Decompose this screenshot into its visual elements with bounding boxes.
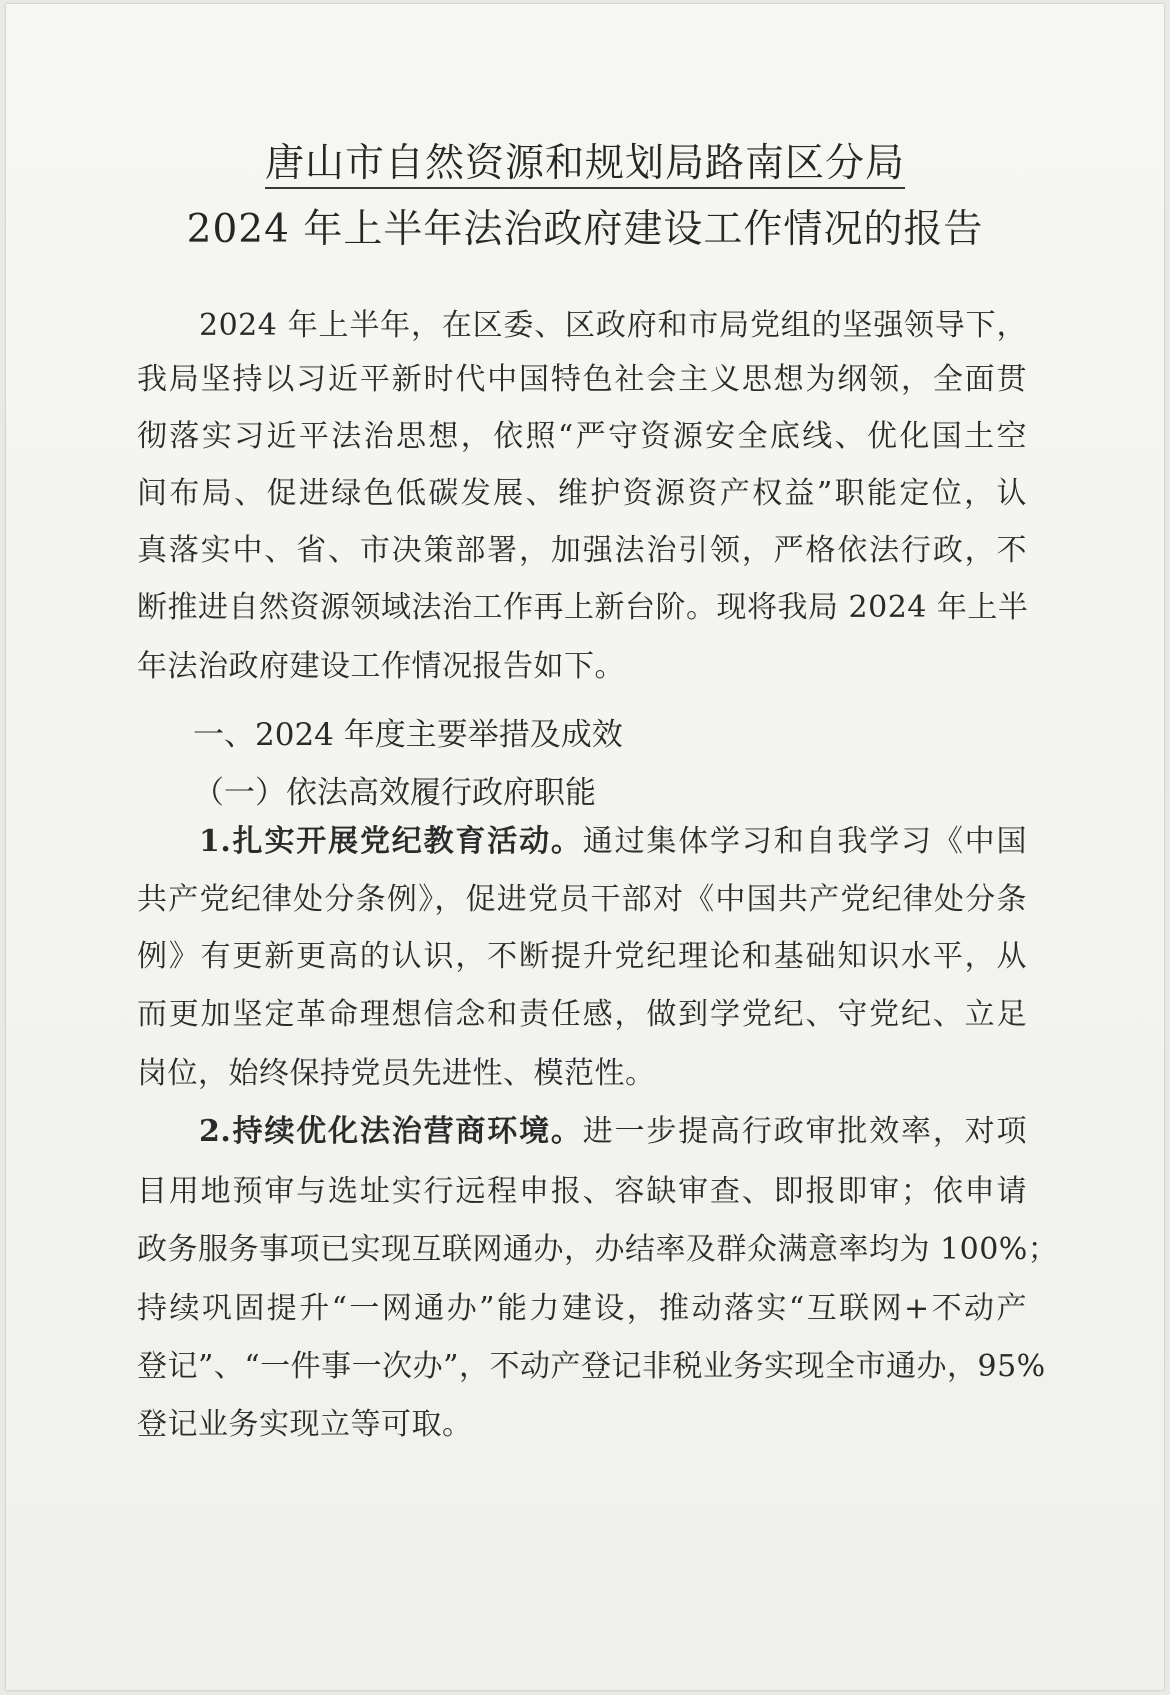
item-2-title: 2.持续优化法治营商环境。 — [199, 1114, 583, 1149]
item-2-line: 政务服务事项已实现互联网通办，办结率及群众满意率均为 100%； — [137, 1232, 1059, 1267]
item-2-line: 持续巩固提升“一网通办”能力建设，推动落实“互联网+不动产 — [137, 1291, 1027, 1326]
item-2-line: 登记”、“一件事一次办”，不动产登记非税业务实现全市通办，95% — [137, 1349, 1046, 1384]
item-1-title: 1.扎实开展党纪教育活动。 — [199, 824, 583, 859]
intro-line: 间布局、促进绿色低碳发展、维护资源资产权益”职能定位，认 — [137, 476, 1027, 511]
intro-line: 真落实中、省、市决策部署，加强法治引领，严格依法行政，不 — [137, 533, 1027, 568]
intro-line: 彻落实习近平法治思想，依照“严守资源安全底线、优化国土空 — [137, 419, 1027, 454]
subsection-1-heading: （一）依法高效履行政府职能 — [193, 775, 596, 811]
item-1-line: 通过集体学习和自我学习《中国 — [582, 824, 1027, 859]
item-1-first-line — [199, 824, 1027, 859]
intro-line: 我局坚持以习近平新时代中国特色社会主义思想为纲领，全面贯 — [137, 362, 1027, 397]
item-1-line: 共产党纪律处分条例》，促进党员干部对《中国共产党纪律处分条 — [137, 882, 1027, 917]
document-title-line-1 — [0, 132, 1170, 188]
item-1-line: 例》有更新更高的认识，不断提升党纪理论和基础知识水平，从 — [137, 939, 1027, 974]
intro-line: 年法治政府建设工作情况报告如下。 — [137, 649, 625, 684]
item-2-first-line — [199, 1114, 1027, 1149]
intro-line: 断推进自然资源领域法治工作再上新台阶。现将我局 2024 年上半 — [137, 590, 1029, 625]
item-1-line: 而更加坚定革命理想信念和责任感，做到学党纪、守党纪、立足 — [137, 997, 1027, 1032]
document-title-line-2: 2024 年上半年法治政府建设工作情况的报告 — [186, 207, 984, 252]
intro-line: 2024 年上半年，在区委、区政府和市局党组的坚强领导下， — [199, 308, 1027, 343]
item-2-line: 进一步提高行政审批效率，对项 — [582, 1114, 1027, 1149]
item-1-line: 岗位，始终保持党员先进性、模范性。 — [137, 1056, 656, 1091]
item-2-line: 登记业务实现立等可取。 — [137, 1407, 473, 1442]
section-1-heading: 一、2024 年度主要举措及成效 — [193, 717, 623, 753]
document-title-org: 唐山市自然资源和规划局路南区分局 — [265, 141, 905, 189]
item-2-line: 目用地预审与选址实行远程申报、容缺审查、即报即审；依申请 — [137, 1174, 1027, 1209]
